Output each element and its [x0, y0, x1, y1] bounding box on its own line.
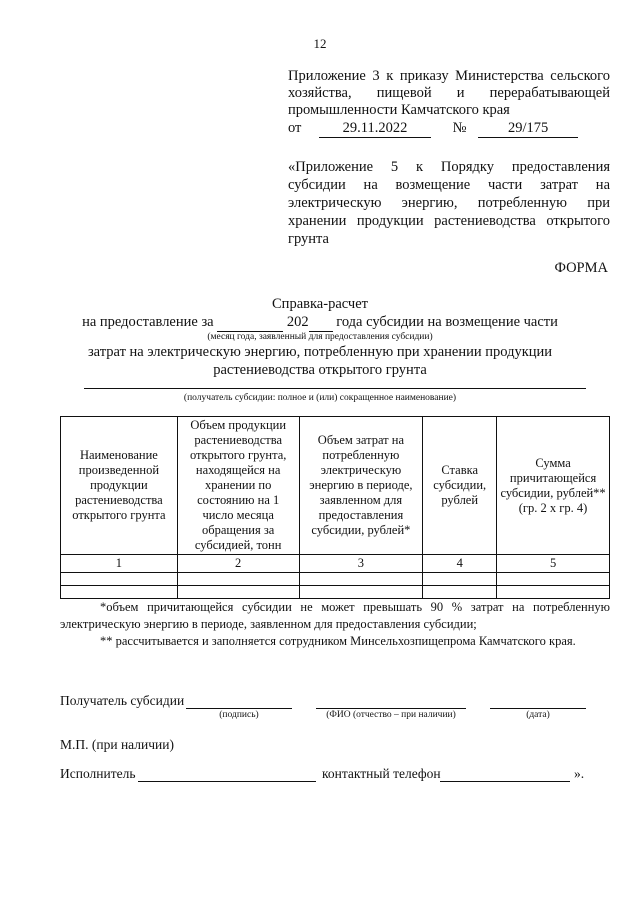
signature-hint: (подпись): [219, 710, 259, 720]
order-date-line: [288, 120, 578, 138]
table-number-row: [61, 555, 610, 573]
page-number: 12: [313, 36, 327, 51]
period-post: года субсидии на возмещение части: [336, 314, 558, 330]
title-line3: затрат на электрическую энергию, потребленную при хранении продукции: [87, 344, 553, 360]
recipient-hint: (получатель субсидии: полное и (или) сокращенное наименование): [183, 393, 457, 403]
month-blank[interactable]: [217, 314, 283, 332]
title-line4: растениеводства открытого грунта: [213, 362, 427, 378]
col-number-5: 5: [497, 555, 610, 573]
year-prefix: 202: [286, 314, 309, 330]
order-number: 29/175: [478, 120, 578, 138]
table-row[interactable]: [61, 573, 610, 586]
header-subsidy-rate: Ставка субсидии, рублей: [423, 417, 497, 555]
doc-title: Справка-расчет: [272, 296, 368, 312]
executor-line[interactable]: [138, 781, 316, 782]
col-number-1: 1: [61, 555, 178, 573]
table-cell[interactable]: [423, 573, 497, 586]
order-date: 29.11.2022: [319, 120, 431, 138]
fio-hint: (ФИО (отчество – при наличии): [326, 710, 456, 720]
table-cell[interactable]: [299, 573, 423, 586]
footnote-1: *объем причитающейся субсидии не может превышать 90 % затрат на потребленную электрическую энергию в периоде, заявленном для предоставления субсидии;: [60, 600, 610, 631]
recipient-label: Получатель субсидии: [60, 693, 185, 708]
procedure-quote: «Приложение 5 к Порядку предоставления субсидии на возмещение части затрат на электрическую энергию, потребленную при хранении продукции растениеводства открытого грунта: [288, 159, 610, 247]
fio-line[interactable]: [316, 708, 466, 709]
table-cell[interactable]: [497, 573, 610, 586]
date-line[interactable]: [490, 708, 586, 709]
table-cell[interactable]: [177, 573, 299, 586]
subsidy-table: [60, 416, 610, 599]
table-cell[interactable]: [497, 586, 610, 599]
number-label: №: [452, 120, 467, 136]
footnote-2: ** рассчитывается и заполняется сотрудником Минсельхозпищепрома Камчатского края.: [100, 634, 576, 648]
recipient-line[interactable]: [84, 388, 586, 389]
executor-label: Исполнитель: [60, 766, 136, 781]
phone-label: контактный телефон: [322, 766, 441, 781]
appendix-text: Приложение 3 к приказу Министерства сельского хозяйства, пищевой и перерабатывающей промышленности Камчатского края: [288, 68, 610, 118]
table-cell[interactable]: [423, 586, 497, 599]
col-number-2: 2: [177, 555, 299, 573]
year-blank[interactable]: [309, 314, 333, 332]
from-label: от: [288, 120, 302, 136]
form-label: ФОРМА: [554, 260, 608, 276]
closing-quote: ».: [574, 766, 585, 781]
table-header-row: [61, 417, 610, 555]
table-cell[interactable]: [299, 586, 423, 599]
period-hint: (месяц года, заявленный для предоставления субсидии): [207, 332, 433, 342]
table-cell[interactable]: [177, 586, 299, 599]
date-hint: (дата): [526, 710, 550, 720]
phone-line[interactable]: [440, 781, 570, 782]
col-number-4: 4: [423, 555, 497, 573]
header-subsidy-amount: Сумма причитающейся субсидии, рублей** (гр. 2 х гр. 4): [497, 417, 610, 555]
stamp-label: М.П. (при наличии): [60, 737, 174, 752]
header-product-volume: Объем продукции растениеводства открытого грунта, находящейся на хранении по состоянию на 1 число месяца обращения за субсидией, тонн: [177, 417, 299, 555]
title-period-line: [0, 314, 640, 332]
signature-line[interactable]: [186, 708, 292, 709]
col-number-3: 3: [299, 555, 423, 573]
table-cell[interactable]: [61, 573, 178, 586]
header-product-name: Наименование произведенной продукции растениеводства открытого грунта: [61, 417, 178, 555]
period-pre: на предоставление за: [82, 314, 214, 330]
appendix-header: [288, 68, 610, 119]
table-cell[interactable]: [61, 586, 178, 599]
header-energy-costs: Объем затрат на потребленную электрическую энергию в периоде, заявленном для предоставления субсидии, рублей*: [299, 417, 423, 555]
table-row[interactable]: [61, 586, 610, 599]
